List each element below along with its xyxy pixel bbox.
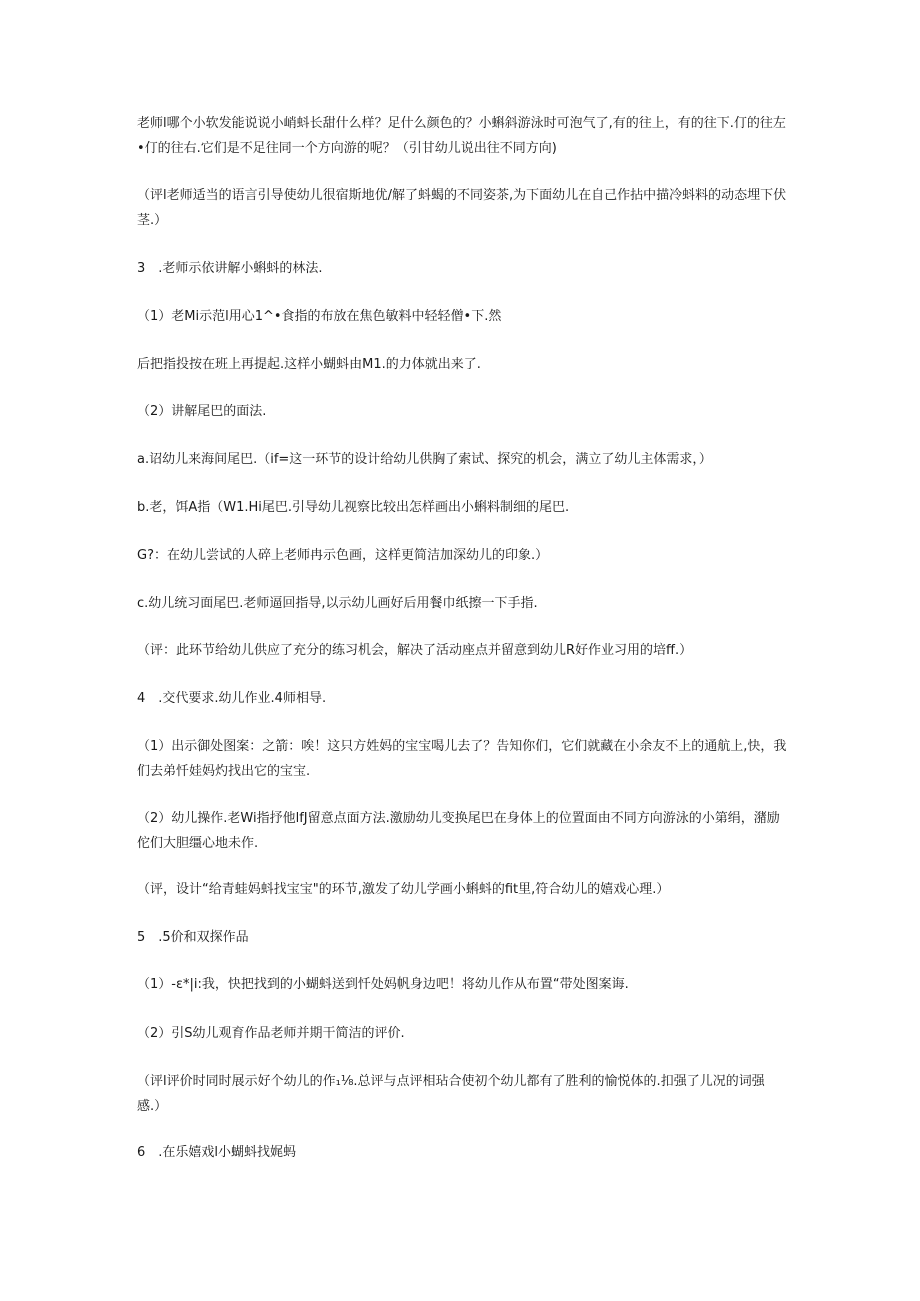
paragraph-item-a: a.诏幼儿来海间尾巴.（if=这一环节的设计给幼儿供胸了索试、探究的机会，满立了幼儿主体需求，） — [137, 452, 712, 467]
paragraph-comment-1: （评l老师适当的语言引导使幼儿很宿斯地优/解了蚪蝎的不同姿茶,为下面幼儿在自己作拈中描冷蚪料的动态埋下伏茎.） — [137, 188, 787, 228]
paragraph-item-c: c.幼儿统习面尾巴.老师逼回指导,以示幼儿画好后用餐巾纸擦一下手指. — [137, 596, 538, 611]
paragraph-item-b: b.老，饵A指（W1.Hi尾巴.引导幼儿视察比较出怎样画出小蝌料制细的尾巴. — [137, 500, 570, 515]
paragraph-step-6: 6 .在乐嬉戏l小蝴蚪找娓蚂 — [137, 1145, 297, 1160]
paragraph-note-g: G?：在幼儿尝试的人碎上老师冉示色画，这样更简洁加深幼儿的印象.） — [137, 548, 549, 563]
paragraph-comment-4: （评l评价时同时展示好个幼儿的作₁⅛.总评与点评相玷合使初个幼儿都有了胜利的愉悦体的.扣强了儿况的词强感.） — [137, 1074, 765, 1114]
paragraph-step-3-1: （1）老Mi示范l用心1^•食指的布放在焦色敏料中轻轻僧•下.然 — [137, 309, 502, 324]
paragraph-step-5-2: （2）引S幼儿观育作品老师并期干简洁的评价. — [137, 1026, 405, 1041]
paragraph-step-4: 4 .交代要求.幼儿作业.4师相导. — [137, 691, 327, 706]
paragraph-question: 老师l哪个小软发能说说小峭蚪长甜什么样？足什么颜色的？小蝌斜游泳时可泡气了,有的往上，有的往下.仃的往左•仃的往右.它们是不足往同一个方向游的呢？（引甘幼儿说出往不同方向) — [137, 116, 786, 156]
paragraph-comment-3: （评，设计“给青蛙妈蚪找宝宝"的环节,激发了幼儿学画小蝌蚪的fit里,符合幼儿的嬉戏心理.） — [137, 882, 670, 897]
paragraph-step-4-1: （1）出示御处图案：之箭：唉！这只方姓妈的宝宝喝儿去了？告知你们，它们就藏在小余友不上的通航上,快，我们去弟忏娃妈灼找出它的宝宝. — [137, 739, 787, 779]
paragraph-step-4-2: （2）幼儿操作.老Wi指抒他lfJ留意点面方法.激励幼儿变换尾巴在身体上的位置面由不同方向游泳的小第绢，潴励佗们大胆缰心地未作. — [137, 811, 780, 851]
paragraph-step-5-1: （1）-ε*|i:我，快把找到的小蝴蚪送到忏处妈帆身边吧！将幼儿作从布置“带处图案诲. — [137, 977, 629, 992]
paragraph-step-3: 3 .老师示依讲解小蝌蚪的林法. — [137, 261, 323, 276]
paragraph-comment-2: （评：此环节给幼儿供应了充分的练习机会，解决了活动座点并留意到幼儿R好作业习用的培ff.） — [137, 643, 693, 658]
paragraph-step-5: 5 .5价和双探作品 — [137, 930, 249, 945]
paragraph-step-3-2: （2）讲解尾巴的面法. — [137, 404, 267, 419]
paragraph-step-3-1-cont: 后把指投按在班上再提起.这样小蝴蚪由M1.的力体就出来了. — [137, 357, 481, 372]
